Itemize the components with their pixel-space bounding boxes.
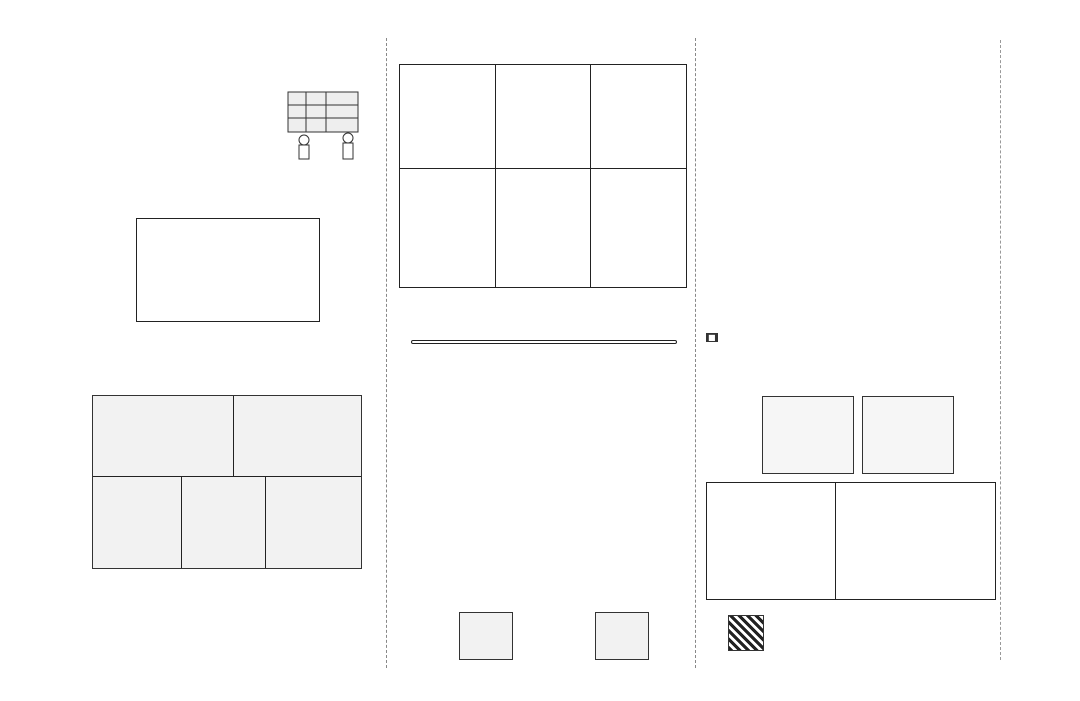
picture-b xyxy=(595,612,649,660)
kate-picture xyxy=(862,396,954,474)
options-box xyxy=(136,218,320,322)
picture-book-grid xyxy=(399,64,687,288)
library-illustration xyxy=(286,90,381,165)
reading-section-intro xyxy=(78,330,85,343)
steven-picture xyxy=(762,396,854,474)
riddle-instructions xyxy=(706,64,713,77)
picture-a xyxy=(459,612,513,660)
page-180 xyxy=(696,0,1080,701)
page-179 xyxy=(387,0,695,701)
word-bank xyxy=(411,340,677,344)
page-178 xyxy=(0,0,386,701)
qr-code[interactable] xyxy=(728,615,764,651)
intro-table xyxy=(706,482,996,600)
comic-strip xyxy=(92,395,362,569)
seal-line xyxy=(1000,40,1001,660)
song-instructions: ■ xyxy=(708,333,716,342)
